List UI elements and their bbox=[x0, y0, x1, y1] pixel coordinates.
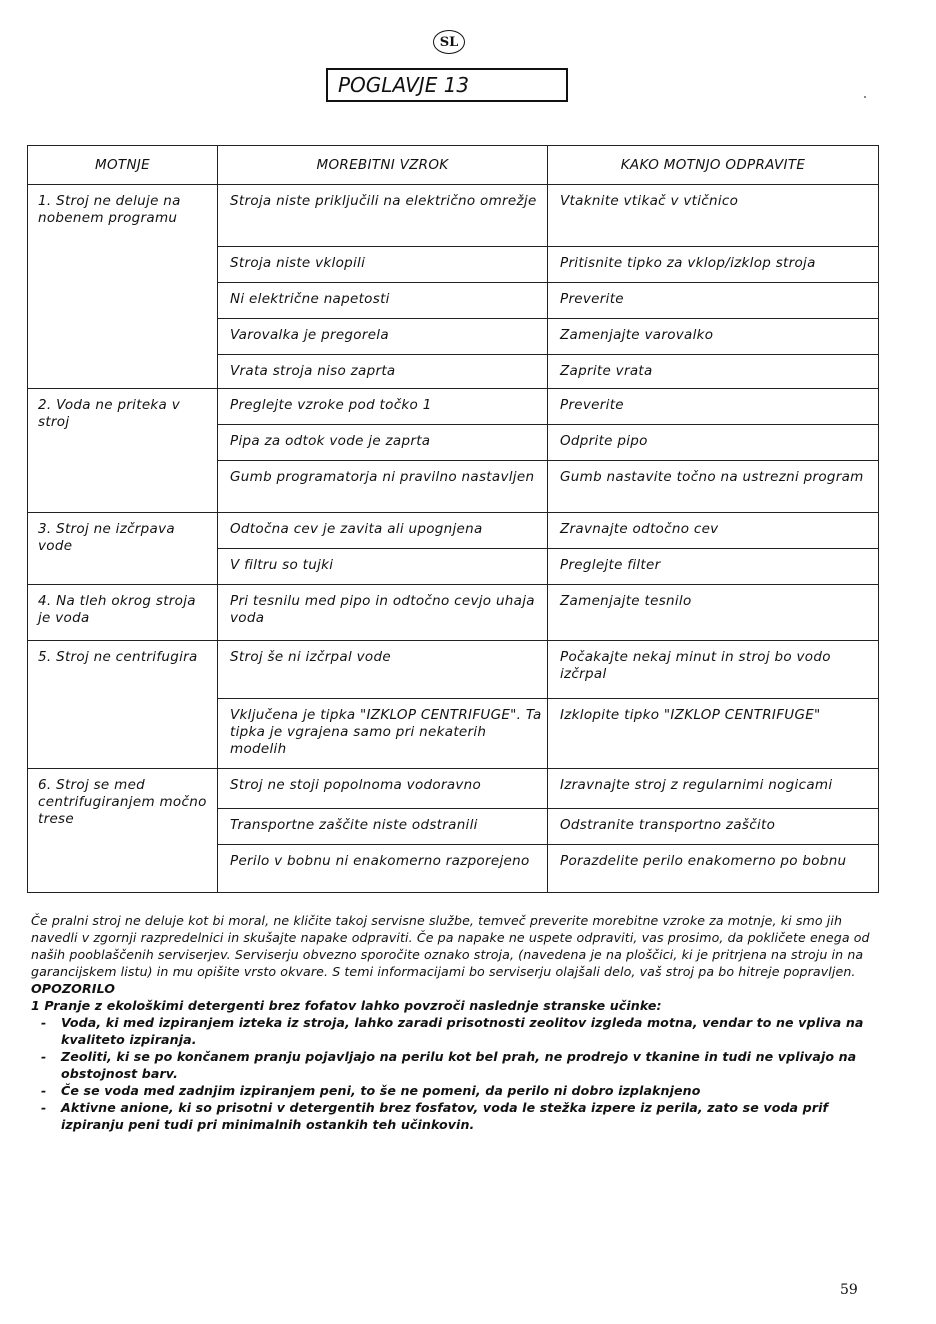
header-fix: KAKO MOTNJO ODPRAVITE bbox=[548, 146, 879, 185]
fix-cell: Zamenjajte varovalko bbox=[548, 319, 879, 355]
table-row bbox=[28, 513, 879, 549]
fix-cell: Zravnajte odtočno cev bbox=[548, 513, 879, 549]
table-row bbox=[28, 185, 879, 247]
troubleshooting-table bbox=[27, 145, 879, 893]
scan-mark bbox=[864, 96, 866, 98]
notes-paragraph: Če pralni stroj ne deluje kot bi moral, ne kličite takoj servisne službe, temveč preverite morebitne vzroke za motnje, ki smo jih navedli v zgornji razpredelnici in skušajte napake odpraviti. Če pa napake ne uspete odpraviti, vas prosimo, da pokličete enega od naših pooblaščenih serviserjev. Serviserju obvezno sporočite oznako stroja, (navedena je na ploščici, ki je pritrjena na stroju in na garancijskem listu) in mu opišite vrsto okvare. S temi informacijami bo serviserju olajšali delo, vaš stroj pa bo hitreje popravljen. bbox=[31, 913, 870, 979]
fix-cell: Zamenjajte tesnilo bbox=[548, 585, 879, 641]
notes-section bbox=[31, 912, 876, 1133]
fix-cell: Počakajte nekaj minut in stroj bo vodo izčrpal bbox=[548, 641, 879, 699]
cause-cell: Varovalka je pregorela bbox=[218, 319, 548, 355]
language-badge: SL bbox=[433, 30, 465, 54]
cause-cell: Perilo v bobnu ni enakomerno razporejeno bbox=[218, 845, 548, 893]
cause-cell: Pri tesnilu med pipo in odtočno cevjo uhaja voda bbox=[218, 585, 548, 641]
fix-cell: Preverite bbox=[548, 389, 879, 425]
fault-cell: 6. Stroj se med centrifugiranjem močno trese bbox=[28, 769, 218, 893]
fix-cell: Odprite pipo bbox=[548, 425, 879, 461]
warning-intro: 1 Pranje z ekološkimi detergenti brez fofatov lahko povzroči naslednje stranske učinke: bbox=[31, 998, 662, 1013]
cause-cell: Transportne zaščite niste odstranili bbox=[218, 809, 548, 845]
table-row bbox=[28, 769, 879, 809]
header-fault: MOTNJE bbox=[28, 146, 218, 185]
fault-cell: 4. Na tleh okrog stroja je voda bbox=[28, 585, 218, 641]
fix-cell: Izravnajte stroj z regularnimi nogicami bbox=[548, 769, 879, 809]
table-row bbox=[28, 641, 879, 699]
cause-cell: Vključena je tipka "IZKLOP CENTRIFUGE". Ta tipka je vgrajena samo pri nekaterih modelih bbox=[218, 699, 548, 769]
fault-cell: 2. Voda ne priteka v stroj bbox=[28, 389, 218, 513]
table-header-row bbox=[28, 146, 879, 185]
fix-cell: Odstranite transportno zaščito bbox=[548, 809, 879, 845]
cause-cell: Stroj še ni izčrpal vode bbox=[218, 641, 548, 699]
fix-cell: Preverite bbox=[548, 283, 879, 319]
table-row bbox=[28, 389, 879, 425]
fix-cell: Vtaknite vtikač v vtičnico bbox=[548, 185, 879, 247]
fix-cell: Pritisnite tipko za vklop/izklop stroja bbox=[548, 247, 879, 283]
warning-title: OPOZORILO bbox=[31, 981, 116, 996]
cause-cell: Ni električne napetosti bbox=[218, 283, 548, 319]
page-number: 59 bbox=[840, 1282, 858, 1298]
fix-cell: Gumb nastavite točno na ustrezni program bbox=[548, 461, 879, 513]
warning-bullet: - Aktivne anione, ki so prisotni v detergentih brez fosfatov, voda le stežka izpere iz perila, zato se voda prif izpiranju peni tudi pri minimalnih ostankih teh učinkovin. bbox=[41, 1100, 829, 1132]
cause-cell: Preglejte vzroke pod točko 1 bbox=[218, 389, 548, 425]
fix-cell: Porazdelite perilo enakomerno po bobnu bbox=[548, 845, 879, 893]
header-cause: MOREBITNI VZROK bbox=[218, 146, 548, 185]
fault-cell: 1. Stroj ne deluje na nobenem programu bbox=[28, 185, 218, 389]
chapter-title: POGLAVJE 13 bbox=[326, 68, 568, 102]
fix-cell: Izklopite tipko "IZKLOP CENTRIFUGE" bbox=[548, 699, 879, 769]
fix-cell: Preglejte filter bbox=[548, 549, 879, 585]
table-row bbox=[28, 585, 879, 641]
fault-cell: 3. Stroj ne izčrpava vode bbox=[28, 513, 218, 585]
cause-cell: Vrata stroja niso zaprta bbox=[218, 355, 548, 389]
cause-cell: Stroja niste vklopili bbox=[218, 247, 548, 283]
cause-cell: V filtru so tujki bbox=[218, 549, 548, 585]
warning-bullet: - Voda, ki med izpiranjem izteka iz stroja, lahko zaradi prisotnosti zeolitov izgleda motna, vendar to ne vpliva na kvaliteto izpiranja. bbox=[41, 1015, 864, 1047]
warning-bullet: - Zeoliti, ki se po končanem pranju pojavljajo na perilu kot bel prah, ne prodrejo v tkanine in tudi ne vplivajo na obstojnost barv. bbox=[41, 1049, 857, 1081]
fault-cell: 5. Stroj ne centrifugira bbox=[28, 641, 218, 769]
cause-cell: Stroja niste priključili na električno omrežje bbox=[218, 185, 548, 247]
cause-cell: Gumb programatorja ni pravilno nastavljen bbox=[218, 461, 548, 513]
cause-cell: Odtočna cev je zavita ali upognjena bbox=[218, 513, 548, 549]
warning-bullet: - Če se voda med zadnjim izpiranjem peni, to še ne pomeni, da perilo ni dobro izplaknjeno bbox=[41, 1083, 701, 1098]
fix-cell: Zaprite vrata bbox=[548, 355, 879, 389]
cause-cell: Pipa za odtok vode je zaprta bbox=[218, 425, 548, 461]
cause-cell: Stroj ne stoji popolnoma vodoravno bbox=[218, 769, 548, 809]
